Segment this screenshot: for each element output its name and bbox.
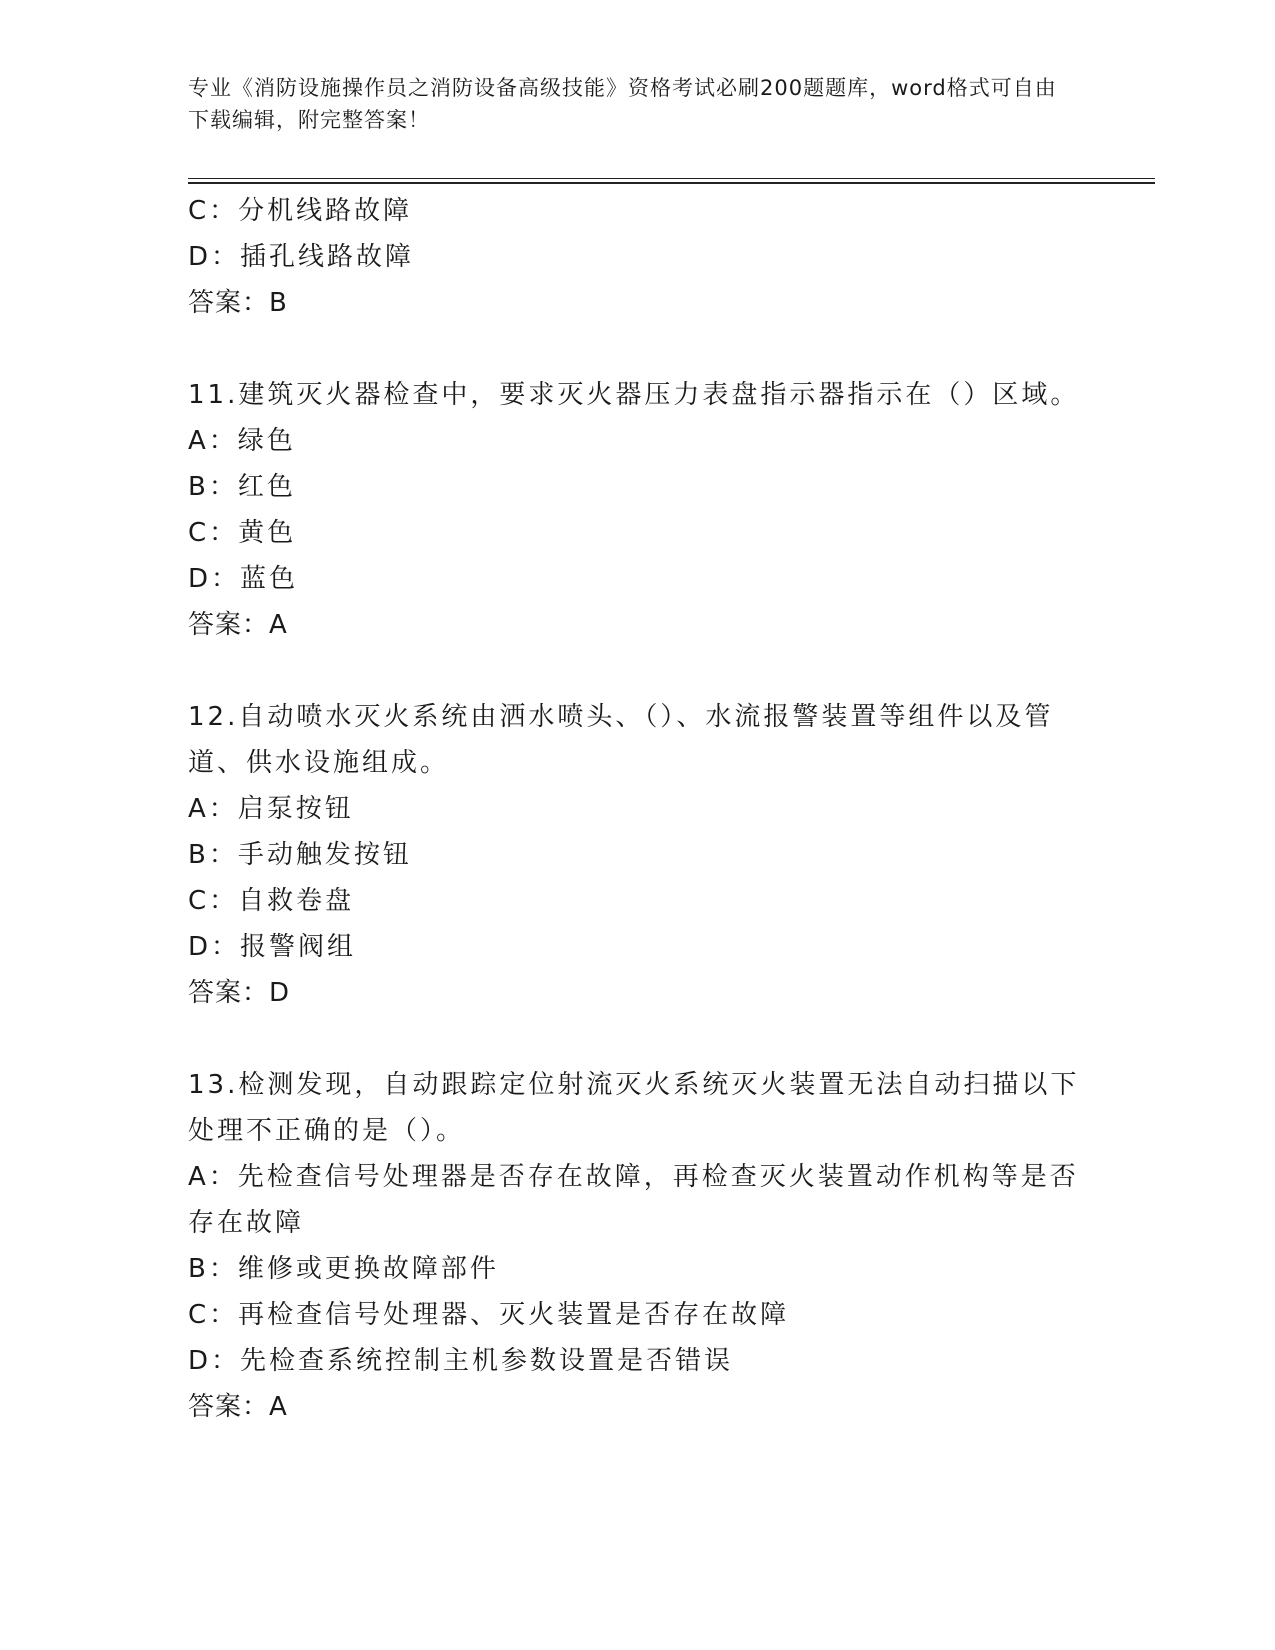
option-d: D：报警阀组 — [188, 932, 357, 962]
answer: 答案：D — [188, 978, 291, 1008]
option-a: A：绿色 — [188, 426, 296, 456]
answer: 答案：A — [188, 610, 288, 640]
option-b: B：手动触发按钮 — [188, 840, 412, 870]
question-stem: 11.建筑灭火器检查中，要求灭火器压力表盘指示器指示在（）区域。 — [188, 380, 1080, 410]
option-a: A：先检查信号处理器是否存在故障，再检查灭火装置动作机构等是否存在故障 — [188, 1162, 1079, 1238]
option-c: C：分机线路故障 — [188, 196, 413, 226]
option-d: D：蓝色 — [188, 564, 299, 594]
answer: 答案：B — [188, 288, 288, 318]
option-c: C：自救卷盘 — [188, 886, 355, 916]
page-header: 专业《消防设施操作员之消防设备高级技能》资格考试必刷200题题库，word格式可自由下载编辑，附完整答案！ — [188, 76, 1057, 132]
option-a: A：启泵按钮 — [188, 794, 354, 824]
option-b: B：红色 — [188, 472, 296, 502]
header-divider — [188, 178, 1155, 184]
question-content — [188, 188, 1083, 1430]
option-c: C：再检查信号处理器、灭火装置是否存在故障 — [188, 1300, 790, 1330]
option-b: B：维修或更换故障部件 — [188, 1254, 499, 1284]
question-stem: 12.自动喷水灭火系统由洒水喷头、（）、水流报警装置等组件以及管道、供水设施组成。 — [188, 702, 1054, 778]
option-d: D：插孔线路故障 — [188, 242, 415, 272]
option-c: C：黄色 — [188, 518, 297, 548]
answer: 答案：A — [188, 1392, 288, 1422]
question-stem: 13.检测发现，自动跟踪定位射流灭火系统灭火装置无法自动扫描以下处理不正确的是（）。 — [188, 1070, 1080, 1146]
option-d: D：先检查系统控制主机参数设置是否错误 — [188, 1346, 734, 1376]
